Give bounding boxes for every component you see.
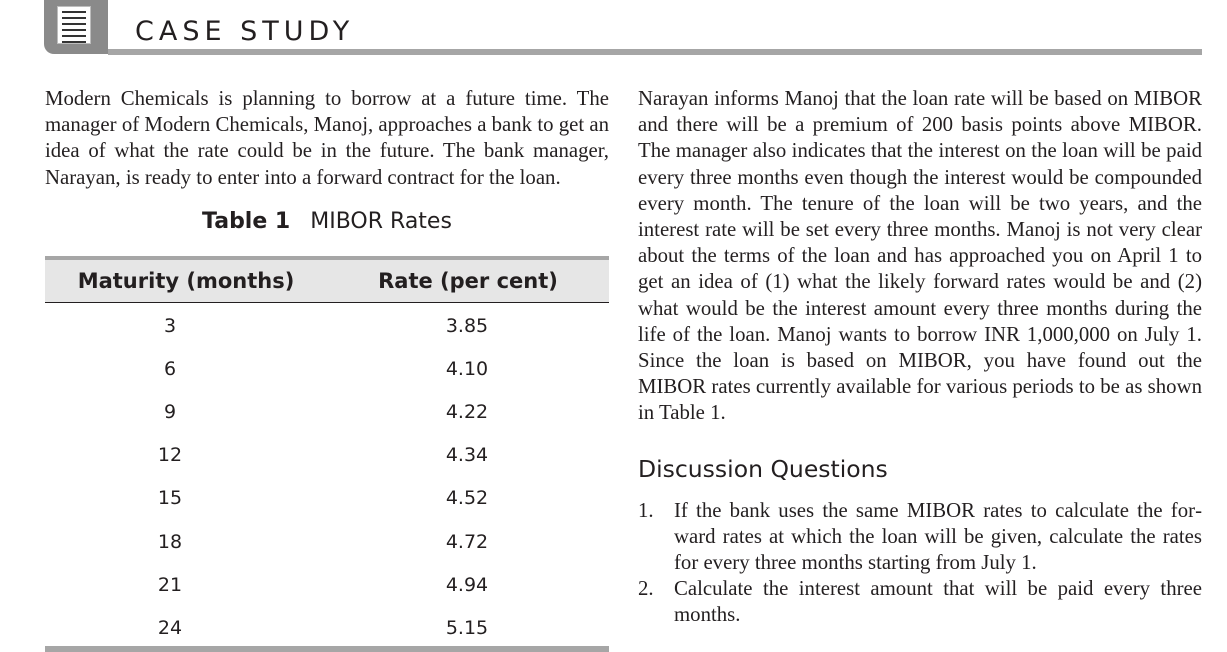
intro-paragraph: Modern Chemicals is planning to borrow at a future time. The manager of Modern Chemicals, Manoj, approaches a bank to get an idea of what the rate could be in the future. The bank manager, Narayan, is ready to enter into a forward contract for the loan. <box>45 87 609 189</box>
rate-cell: 4.52 <box>445 487 489 509</box>
maturity-cell: 12 <box>157 444 183 466</box>
table-header <box>45 260 609 303</box>
rate-cell: 4.72 <box>445 531 489 553</box>
question-text: If the bank uses the same MIBOR rates to calculate the forward rates at which the loan will be given, calculate the rates for every three months starting from July 1. <box>674 499 1202 575</box>
table-row <box>45 521 609 564</box>
table-row <box>45 477 609 520</box>
rate-cell: 4.34 <box>445 444 489 466</box>
header-rule <box>108 49 1202 55</box>
maturity-cell: 24 <box>157 617 183 639</box>
table-caption-title: MIBOR Rates <box>310 209 452 234</box>
maturity-cell: 15 <box>157 487 183 509</box>
maturity-cell: 3 <box>163 315 177 337</box>
rate-cell: 4.22 <box>445 401 489 423</box>
question-number: 2. <box>638 577 654 600</box>
table-row <box>45 391 609 434</box>
column-header-rate: Rate (per cent) <box>378 269 558 293</box>
case-paragraph: Narayan informs Manoj that the loan rate will be based on MIBOR and there will be a premium of 200 basis points above MIBOR. The manager also indicates that the interest on the loan will be paid every three months even though the interest would be compounded every month. The tenure of the loan will be two years, and the interest rate will be set every three months. Manoj is not very clear about the terms of the loan and has approached you on April 1 to get an idea of (1) what the likely forward rates would be and (2) what would be the interest amount every three months during the life of the loan. Manoj wants to borrow INR 1,000,000 on July 1. Since the loan is based on MIBOR, you have found out the MIBOR rates currently available for various periods to be as shown in Table 1. <box>638 87 1202 425</box>
question-text: Calculate the interest amount that will be paid every three months. <box>674 577 1202 627</box>
table-row <box>45 348 609 391</box>
table-row <box>45 305 609 348</box>
table-row <box>45 564 609 607</box>
maturity-cell: 21 <box>157 574 183 596</box>
section-title: CASE STUDY <box>135 16 355 47</box>
table-row <box>45 434 609 477</box>
table-bottom-rule <box>45 646 609 652</box>
document-icon <box>44 0 108 54</box>
question-item <box>638 498 1202 577</box>
table-caption-label: Table 1 <box>202 209 291 234</box>
table-caption <box>45 209 609 234</box>
question-item <box>638 576 1202 628</box>
rate-cell: 4.10 <box>445 358 489 380</box>
maturity-cell: 6 <box>163 358 177 380</box>
maturity-cell: 18 <box>157 531 183 553</box>
question-number: 1. <box>638 499 654 522</box>
rate-cell: 3.85 <box>445 315 489 337</box>
table-row <box>45 607 609 650</box>
rate-cell: 4.94 <box>445 574 489 596</box>
column-header-maturity: Maturity (months) <box>77 269 295 293</box>
rate-cell: 5.15 <box>445 617 489 639</box>
discussion-title: Discussion Questions <box>638 455 888 483</box>
document-sheet <box>57 6 91 44</box>
maturity-cell: 9 <box>163 401 177 423</box>
